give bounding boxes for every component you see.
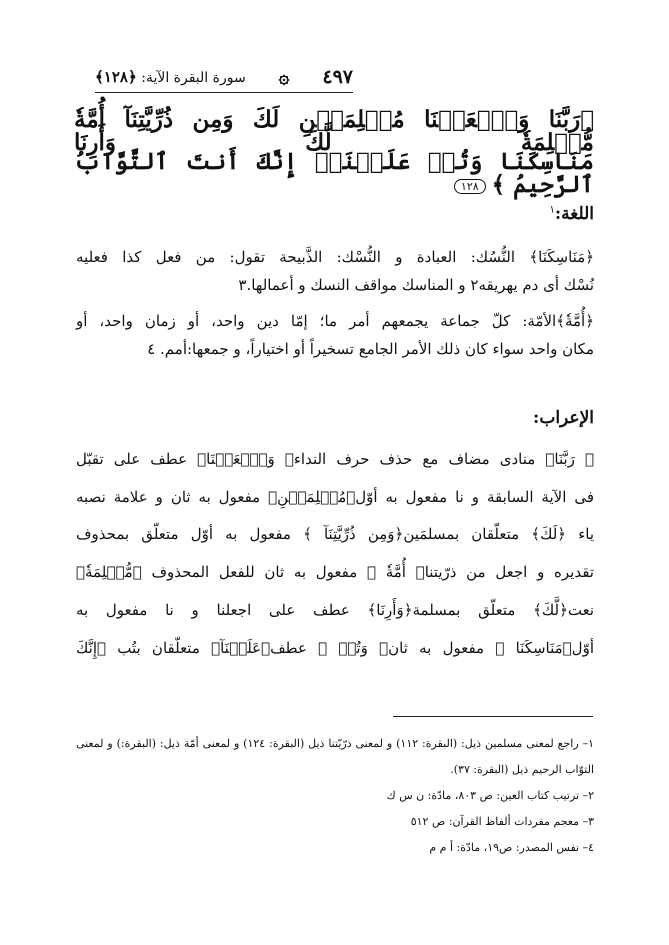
footnote-3: ٣– معجم مفردات ألفاظ القرآن: ص ٥١٢ <box>410 815 594 828</box>
verse-line-2-text: مَنَاسِكَنَا وَتُبۡ عَلَيۡنَآۖ إِنَّكَ أَنتَ ٱلتَّوَّابُ ٱلرَّحِيمُ ﴾ <box>74 148 594 198</box>
footnote-1: ١– راجع لمعنى مسلمين ذيل: (البقرة: ١١٢) و لمعنى ذرّيّتنا ذيل (البقرة: ١٢٤) و لمعنى أمّة ذيل: (البقرة:) و لمعنى <box>76 737 594 750</box>
footnote-4: ٤– نفس المصدر: ص١٩، مادّة: أ م م <box>429 841 594 854</box>
ayah-reference: ﴿١٢٨﴾ <box>95 68 137 86</box>
ornament-icon: ۞ <box>278 66 290 88</box>
verse-line-2 <box>74 150 594 196</box>
lugha-heading-text: اللغة: <box>554 204 594 224</box>
running-header <box>95 62 353 92</box>
header-title <box>95 68 246 86</box>
lugha-heading <box>550 204 595 224</box>
irab-line-1: ﴿ رَبَّنَا﴾ منادى مضاف مع حذف حرف النداء﴿ وَٱجۡعَلۡنَا﴾ عطف على تقبّل <box>76 450 594 468</box>
irab-heading: الإعراب: <box>533 408 594 428</box>
irab-line-4: تقديره و اجعل من ذرّيتنا﴿ أُمَّةٗ ﴾ مفعول به ثان للفعل المحذوف ﴿مُّسۡلِمَةٗ﴾ <box>76 563 594 581</box>
irab-line-5: نعت﴿لَّكَ﴾ متعلّق بمسلمة﴿وَأَرِنَا﴾ عطف على اجعلنا و نا مفعول به <box>76 601 594 619</box>
footnote-2: ٢– ترتيب كتاب العين: ص ٨٠٣، مادّة: ن س ك <box>386 789 594 802</box>
lugha-line-2: نُسْك أى دم يهريقه٢ و المناسك مواقف النسك و أعمالها.٣ <box>238 276 594 294</box>
irab-line-3: ياء ﴿لَكَ﴾ متعلّقان بمسلمَين﴿وَمِن ذُرِّيَّتِنَآ ﴾ مفعول به أوّل متعلّق بمحذوف <box>76 525 594 543</box>
footnote-marker: ١ <box>549 204 555 216</box>
irab-line-2: فى الآية السابقة و نا مفعول به أوّل﴿مُسۡلِمَيۡنِ﴾ مفعول به ثان و علامة نصبه <box>76 488 594 506</box>
ayah-number-badge: ١٢٨ <box>454 179 486 194</box>
verse-line-1: ﴿رَبَّنَا وَٱجۡعَلۡنَا مُسۡلِمَيۡنِ لَكَ وَمِن ذُرِّيَّتِنَآ أُمَّةٗ مُّسۡلِمَةٗ لَّكَ وَأَرِنَا <box>74 106 594 156</box>
header-divider <box>95 92 353 93</box>
page-number: ٤٩٧ <box>322 66 353 88</box>
lugha-line-4: مكان واحد سواء كان ذلك الأمر الجامع تسخيراً أو اختياراً، و جمعها:أمم. ٤ <box>147 340 594 358</box>
surah-label: سورة البقرة الآية: <box>141 70 246 86</box>
footnote-1-cont: التوّاب الرحيم ذيل (البقرة: ٣٧). <box>450 763 594 776</box>
lugha-line-3: ﴿أُمَّةٗ﴾الأمّة: كلّ جماعة يجمعهم أمر ما؛ إمّا دين واحد، أو زمان واحد، أو <box>76 312 594 330</box>
irab-line-6: أوّل﴿مَنَاسِكَنَا ﴾ مفعول به ثان﴿ وَتُبۡ ﴾ عطف﴿عَلَيۡنَآ﴾ متعلّقان بتُب ﴿إِنَّكَ <box>76 639 594 657</box>
lugha-line-1: ﴿مَنَاسِكَنَا﴾ النُّسُك: العبادة و النُّسْك: الذَّبيحة تقول: من فعل كذا فعليه <box>76 248 594 266</box>
footnote-divider <box>393 716 593 717</box>
